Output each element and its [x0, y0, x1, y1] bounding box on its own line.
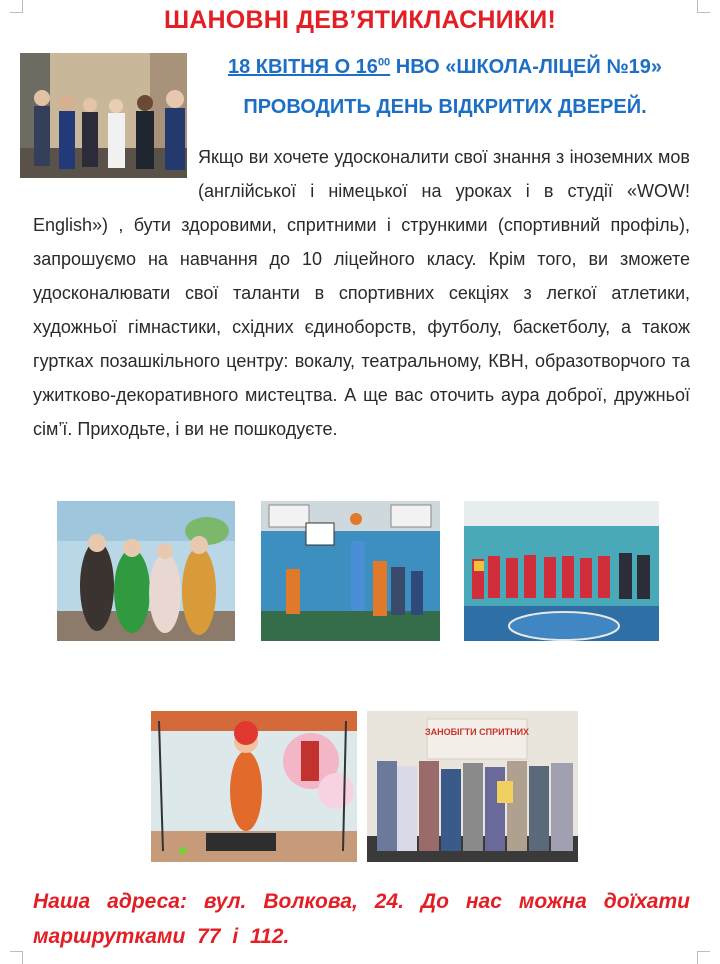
costume-photo: [57, 501, 235, 641]
event-date-line: [200, 56, 690, 79]
page-title: ШАНОВНІ ДЕВ’ЯТИКЛАСНИКИ!: [163, 6, 557, 34]
event-time-minutes: 00: [377, 56, 391, 69]
page-corner-mark: [10, 951, 23, 964]
body-paragraph: [33, 140, 690, 446]
stage-banner-text: ЗАНОБІГТИ СПРИТНИХ: [424, 727, 530, 737]
page-corner-mark: [697, 951, 710, 964]
body-text: Якщо ви хочете удосконалити свої знання з іноземних мов (англійської і німецької на уроках і в студії «WOW! English») , бути здоровими, спритними і стрункими (спортивний профіль), запрошуємо на навчання до 10 ліцейного класу. Крім того, ви зможете удосконалювати свої таланти в спортивних секціях з легкої атлетики, художньої гімнастики, східних єдиноборств, футболу, баскетболу, а також гуртках позашкільного центру: вокалу, театральному, КВН, образотворчого та ужитково-декоративного мистецтва. А ще вас оточить аура доброї, дружньої сім’ї. Приходьте, і ви не пошкодуєте.: [33, 147, 690, 439]
basketball-photo: [261, 501, 440, 641]
event-description: ПРОВОДИТЬ ДЕНЬ ВІДКРИТИХ ДВЕРЕЙ.: [243, 96, 647, 118]
team-photo: [464, 501, 659, 641]
students-group-photo: [367, 711, 578, 862]
photo-wrap-spacer: [33, 140, 198, 180]
clown-stage-photo: [151, 711, 357, 862]
event-date: [228, 56, 390, 78]
school-address: Наша адреса: вул. Волкова, 24. До нас можна доїхати маршрутками 77 і 112.: [33, 890, 690, 948]
event-date-text: 18 КВІТНЯ О 16: [227, 56, 378, 78]
school-name: НВО «ШКОЛА-ЛІЦЕЙ №19»: [395, 56, 663, 78]
